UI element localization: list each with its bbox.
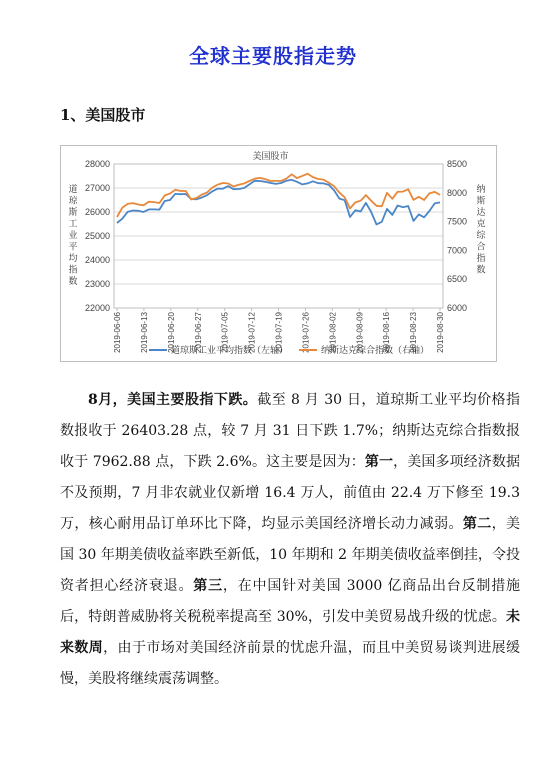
analysis-text: [60, 385, 520, 695]
text-run: ，美国 30 年期美债收益率跌至新低，10 年期和 2 年期美债收益率倒挂，令投资者担心经济衰退。: [60, 516, 521, 594]
y-left-tick-label: 26000: [84, 207, 110, 217]
y-left-axis-label: 道琼斯工业平均指数: [68, 185, 78, 287]
x-tick-label: 2019-06-27: [193, 312, 203, 353]
x-tick-label: 2019-07-05: [220, 312, 230, 353]
x-tick-label: 2019-07-26: [301, 312, 311, 353]
x-tick-label: 2019-06-06: [113, 312, 122, 353]
bold-run: 第一: [364, 454, 394, 470]
us-stock-chart: [60, 145, 497, 362]
x-tick-label: 2019-07-19: [274, 312, 284, 353]
x-tick-label: 2019-08-16: [382, 312, 392, 353]
y-right-axis-label: 纳斯达克综合指数: [476, 185, 486, 276]
analysis-paragraph: [60, 385, 520, 695]
text-run: ，在中国针对美国 3000 亿商品出台反制措施后，特朗普威胁将关税税率提高至 30%，引发中美贸易战升级的忧虑。: [60, 578, 521, 625]
bold-run: 未来数周: [60, 609, 520, 656]
x-tick-label: 2019-06-13: [139, 312, 149, 353]
y-right-tick-label: 8500: [447, 159, 468, 169]
bold-run: 第二: [462, 516, 492, 532]
document-title: 全球主要股指走势: [189, 44, 357, 68]
y-right-tick-label: 6000: [447, 303, 468, 313]
y-left-tick-label: 24000: [84, 255, 110, 265]
nasdaq-line: [117, 174, 440, 217]
y-left-tick-label: 28000: [84, 159, 110, 169]
section-heading: 1、美国股市: [60, 106, 146, 124]
chart-svg: [61, 146, 496, 361]
y-left-tick-label: 25000: [84, 231, 110, 241]
text-run: 截至 8 月 30 日，道琼斯工业平均价格指数报收于 26403.28 点，较 7 月 31 日下跌 1.7%；纳斯达克综合指数报收于 7962.88 点，下跌 2.6%。这主要是因为：: [60, 392, 520, 470]
x-tick-label: 2019-08-30: [436, 312, 445, 353]
y-right-tick-label: 6500: [447, 274, 468, 285]
y-right-tick-label: 7500: [447, 216, 468, 227]
x-tick-label: 2019-07-12: [247, 312, 257, 353]
y-right-tick-label: 8000: [447, 187, 468, 198]
text-run: ，美国多项经济数据不及预期，7 月非农就业仅新增 16.4 万人，前值由 22.4 万下修至 19.3 万，核心耐用品订单环比下降，均显示美国经济增长动力减弱。: [60, 454, 521, 532]
y-right-tick-label: 7000: [447, 245, 468, 256]
legend-label: 纳斯达克综合指数（右轴）: [321, 346, 430, 356]
legend-label: 道琼斯工业平均指数（左轴）: [171, 346, 289, 356]
y-left-tick-label: 22000: [84, 303, 110, 313]
x-tick-label: 2019-06-20: [166, 312, 176, 353]
bold-run: 8月，美国主要股指下跌。: [88, 392, 258, 408]
x-tick-label: 2019-08-02: [328, 312, 338, 353]
chart-title: 美国股市: [252, 152, 289, 162]
x-tick-label: 2019-08-23: [409, 312, 419, 353]
dow-jones-line: [117, 180, 440, 225]
text-run: ，由于市场对美国经济前景的忧虑升温，而且中美贸易谈判进展缓慢，美股将继续震荡调整。: [60, 640, 521, 687]
y-left-tick-label: 23000: [84, 279, 110, 289]
x-tick-label: 2019-08-09: [355, 312, 365, 353]
bold-run: 第三: [193, 578, 223, 594]
y-left-tick-label: 27000: [84, 183, 110, 193]
